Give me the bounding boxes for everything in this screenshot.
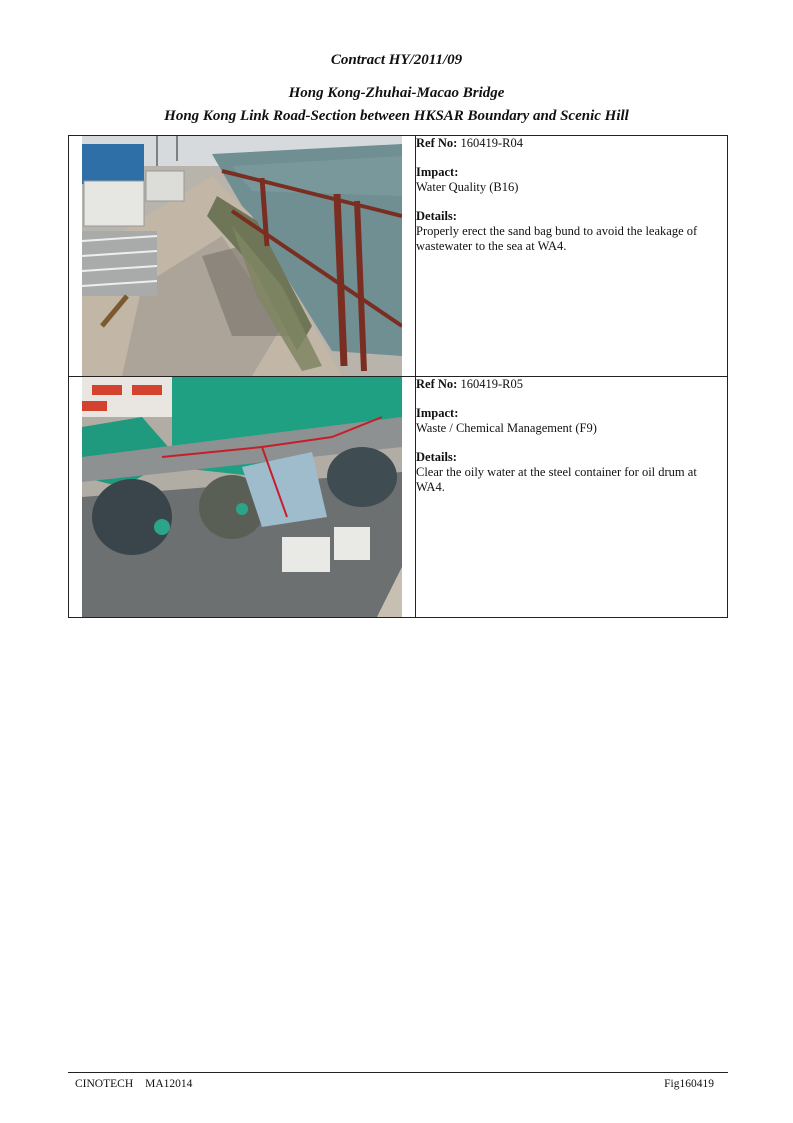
details-label: Details: [416,209,457,223]
impact-label: Impact: [416,406,459,420]
ref-number: 160419-R04 [460,136,523,150]
findings-table [68,135,728,618]
details-value: Properly erect the sand bag bund to avoid the leakage of wastewater to the sea at WA4. [416,224,698,253]
ref-line [416,136,727,151]
finding-row [69,377,728,618]
footer-left [75,1078,192,1090]
details-label: Details: [416,450,457,464]
footer-company: CINOTECH [75,1078,134,1090]
footer-divider [68,1072,728,1073]
photo-cell [69,377,416,618]
impact-value: Water Quality (B16) [416,180,519,194]
ref-label: Ref No: [416,136,458,150]
project-title: Hong Kong-Zhuhai-Macao Bridge [288,85,505,101]
footer-figure-number: Fig160419 [664,1078,714,1090]
photo-oil-drum-container [82,377,402,617]
impact-value: Waste / Chemical Management (F9) [416,421,597,435]
ref-label: Ref No: [416,377,458,391]
impact-label: Impact: [416,165,459,179]
footer-doc-number: MA12014 [145,1078,193,1090]
details-value: Clear the oily water at the steel container for oil drum at WA4. [416,465,697,494]
photo-cell [69,136,416,377]
photo-sandbag-bund [82,136,402,376]
finding-details-cell [416,136,728,377]
finding-row [69,136,728,377]
ref-line [416,377,727,392]
ref-number: 160419-R05 [460,377,523,391]
contract-title: Contract HY/2011/09 [330,52,463,68]
section-title: Hong Kong Link Road-Section between HKSAR Boundary and Scenic Hill [164,108,629,124]
finding-details-cell [416,377,728,618]
